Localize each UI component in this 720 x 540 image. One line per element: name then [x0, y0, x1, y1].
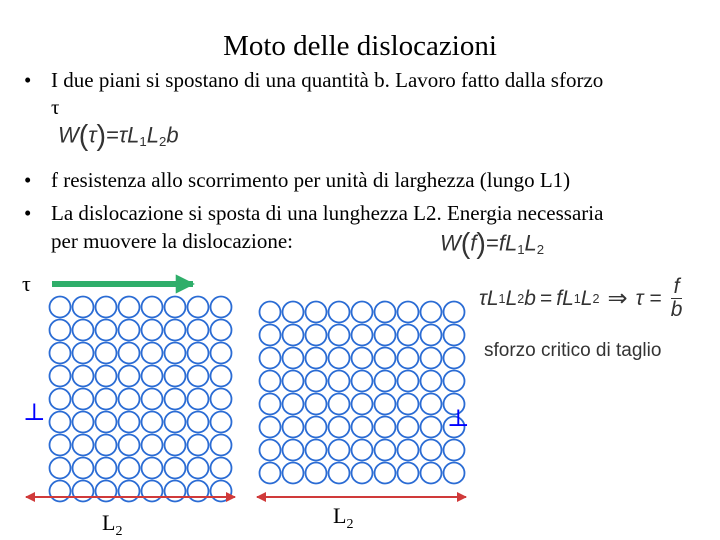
crit-l4: L [580, 286, 593, 310]
atom-circle [260, 463, 281, 484]
atom-circle [119, 343, 140, 364]
formula-eq2: = [485, 230, 499, 256]
atom-circle [188, 412, 209, 433]
atom-circle [96, 366, 117, 387]
formula-l1-sub: 1 [139, 134, 147, 150]
atom-circle [375, 325, 396, 346]
atom-circle [421, 440, 442, 461]
atom-circle [444, 302, 465, 323]
atom-circle [96, 320, 117, 341]
atom-circle [375, 348, 396, 369]
atom-circle [165, 297, 186, 318]
crit-b: b [524, 286, 536, 310]
atom-circle [329, 440, 350, 461]
crit-l3-sub: 1 [573, 291, 581, 306]
atom-circle [50, 435, 71, 456]
atom-circle [211, 458, 232, 479]
atom-circle [421, 348, 442, 369]
atom-circle [329, 302, 350, 323]
atom-circle [283, 417, 304, 438]
atom-circle [283, 394, 304, 415]
atom-circle [211, 343, 232, 364]
atom-circle [421, 394, 442, 415]
length-label-left-sub: 2 [115, 524, 123, 539]
atom-circle [398, 394, 419, 415]
atom-circle [329, 348, 350, 369]
formula-l1: L [127, 122, 140, 148]
crit-tau: τ [479, 286, 487, 310]
atom-circle [211, 366, 232, 387]
length-label-left-main: L [102, 510, 116, 535]
atom-circle [188, 366, 209, 387]
atom-circle [421, 463, 442, 484]
atom-circle [398, 463, 419, 484]
crit-l1-sub: 1 [498, 291, 506, 306]
atom-circle [211, 412, 232, 433]
atom-circle [142, 343, 163, 364]
formula-l2b: L [524, 230, 537, 256]
atom-circle [329, 371, 350, 392]
atom-circle [50, 458, 71, 479]
atom-circle [142, 412, 163, 433]
atom-circle [50, 389, 71, 410]
atom-circle [165, 458, 186, 479]
atom-circle [165, 481, 186, 502]
formula-w: W [58, 122, 79, 148]
atom-circle [398, 417, 419, 438]
atom-circle [96, 481, 117, 502]
atom-circle [211, 389, 232, 410]
atom-circle [50, 366, 71, 387]
atom-circle [165, 343, 186, 364]
crit-l1: L [486, 286, 499, 310]
atom-circle [96, 458, 117, 479]
atom-circle [142, 481, 163, 502]
atom-circle [73, 481, 94, 502]
atom-circle [306, 348, 327, 369]
atom-circle [352, 463, 373, 484]
formula-f-arg: f [470, 230, 477, 256]
atom-circle [352, 325, 373, 346]
atom-circle [188, 343, 209, 364]
tau-label: τ [22, 271, 31, 296]
atom-circle [119, 366, 140, 387]
atom-circle [329, 417, 350, 438]
crit-l4-sub: 2 [592, 291, 600, 306]
atom-circle [73, 458, 94, 479]
page-title: Moto delle dislocazioni [223, 30, 497, 62]
formula-l1b-sub: 1 [517, 242, 525, 258]
atom-circle [260, 440, 281, 461]
atom-circle [306, 417, 327, 438]
atom-circle [444, 463, 465, 484]
length-label-right-main: L [333, 503, 347, 528]
atom-circle [142, 458, 163, 479]
crit-tau2: τ [635, 286, 644, 310]
atom-circle [119, 297, 140, 318]
atom-circle [211, 481, 232, 502]
dislocation-symbol-left: ⊥ [23, 400, 46, 426]
atom-circle [306, 463, 327, 484]
bullet-1-line-2: τ [51, 95, 60, 119]
crit-eq: = [539, 286, 553, 310]
atom-circle [375, 417, 396, 438]
atom-circle [352, 394, 373, 415]
dislocation-symbol-right: ⊥ [447, 406, 470, 432]
atom-circle [96, 389, 117, 410]
bullet-3-line-2: per muovere la dislocazione: [51, 229, 293, 253]
formula-work-tau: $W(\tau)=\tau L_1L_2b$ [58, 120, 179, 152]
atom-circle [142, 389, 163, 410]
crit-implies: ⇒ [607, 285, 628, 313]
formula-l1b: L [504, 230, 518, 256]
atom-circle [283, 302, 304, 323]
critical-stress-label: sforzo critico di taglio [484, 340, 662, 361]
crit-f: f [556, 286, 563, 310]
atom-circle [96, 412, 117, 433]
atom-circle [421, 371, 442, 392]
atom-circle [260, 325, 281, 346]
length-label-right [333, 503, 353, 532]
atom-circle [283, 463, 304, 484]
atom-circle [398, 440, 419, 461]
atom-circle [50, 343, 71, 364]
atom-circle [398, 302, 419, 323]
atom-circle [306, 394, 327, 415]
atom-circle [398, 325, 419, 346]
formula-l2b-sub: 2 [536, 242, 545, 258]
bullet-marker-3: • [24, 201, 32, 225]
atom-circle [444, 348, 465, 369]
atom-circle [142, 297, 163, 318]
atom-circle [73, 343, 94, 364]
atom-circle [50, 320, 71, 341]
atom-circle [142, 435, 163, 456]
atom-circle [142, 366, 163, 387]
atom-circle [188, 435, 209, 456]
formula-f: f [498, 230, 505, 256]
atom-circle [283, 371, 304, 392]
crit-fraction-num: f [671, 276, 683, 299]
atom-circle [329, 394, 350, 415]
atom-circle [329, 463, 350, 484]
atom-circle [211, 320, 232, 341]
atom-circle [375, 371, 396, 392]
atom-circle [421, 417, 442, 438]
atom-circle [188, 297, 209, 318]
formula-l2-sub: 2 [159, 134, 167, 150]
formula-eq: = [106, 122, 119, 148]
atom-circle [352, 302, 373, 323]
formula-w2: W [440, 230, 461, 256]
atom-circle [73, 435, 94, 456]
atom-circle [119, 412, 140, 433]
atom-circle [283, 440, 304, 461]
crit-l2: L [505, 286, 518, 310]
atom-circle [306, 302, 327, 323]
atom-circle [211, 297, 232, 318]
atom-circle [96, 343, 117, 364]
bullet-marker-2: • [24, 168, 32, 192]
atom-circle [283, 348, 304, 369]
atom-circle [73, 412, 94, 433]
atom-circle [96, 297, 117, 318]
atom-circle [352, 371, 373, 392]
atom-circle [119, 458, 140, 479]
atom-circle [73, 366, 94, 387]
atom-circle [165, 389, 186, 410]
atom-circle [260, 394, 281, 415]
atom-circle [421, 302, 442, 323]
atom-circle [260, 302, 281, 323]
formula-b: b [166, 122, 179, 148]
bullet-3-line-1: La dislocazione si sposta di una lunghezza L2. Energia necessaria [51, 201, 604, 225]
atom-circle [421, 325, 442, 346]
atom-circle [188, 458, 209, 479]
formula-tau: τ [118, 122, 128, 148]
atom-circle [375, 394, 396, 415]
formula-work-f: $W(f)=fL_1L_2$ [440, 228, 545, 260]
atom-circle [398, 371, 419, 392]
crit-l3: L [562, 286, 574, 310]
atom-circle [119, 435, 140, 456]
atom-circle [329, 325, 350, 346]
bullet-2-line-1: f resistenza allo scorrimento per unità di larghezza (lungo L1) [51, 168, 571, 192]
atom-circle [398, 348, 419, 369]
formula-tau-arg: τ [88, 122, 97, 148]
atom-circle [50, 412, 71, 433]
atom-circle [50, 481, 71, 502]
atom-circle [211, 435, 232, 456]
atom-circle [96, 435, 117, 456]
bullet-marker-1: • [24, 68, 32, 92]
atom-circle [165, 412, 186, 433]
atom-circle [165, 320, 186, 341]
lattice-left [50, 297, 232, 502]
atom-circle [142, 320, 163, 341]
atom-circle [73, 297, 94, 318]
atom-circle [306, 440, 327, 461]
lattice-right [260, 302, 465, 484]
atom-circle [73, 320, 94, 341]
atom-circle [260, 348, 281, 369]
atom-circle [73, 389, 94, 410]
atom-circle [444, 440, 465, 461]
atom-circle [306, 325, 327, 346]
atom-circle [188, 320, 209, 341]
atom-circle [188, 389, 209, 410]
atom-circle [352, 417, 373, 438]
atom-circle [119, 320, 140, 341]
atom-circle [352, 440, 373, 461]
atom-circle [375, 463, 396, 484]
atom-circle [165, 435, 186, 456]
atom-circle [375, 302, 396, 323]
atom-circle [260, 371, 281, 392]
length-label-right-sub: 2 [346, 517, 354, 532]
atom-circle [375, 440, 396, 461]
crit-l2-sub: 2 [517, 291, 525, 306]
atom-circle [306, 371, 327, 392]
crit-fraction-den: b [670, 298, 683, 322]
atom-circle [50, 297, 71, 318]
atom-circle [444, 371, 465, 392]
atom-circle [283, 325, 304, 346]
atom-circle [165, 366, 186, 387]
atom-circle [119, 389, 140, 410]
bullet-1-line-1: I due piani si spostano di una quantità b. Lavoro fatto dalla sforzo [51, 68, 604, 92]
atom-circle [444, 325, 465, 346]
atom-circle [119, 481, 140, 502]
atom-circle [260, 417, 281, 438]
crit-eq2: = [649, 286, 662, 310]
formula-l2: L [146, 122, 159, 148]
atom-circle [352, 348, 373, 369]
atom-circle [188, 481, 209, 502]
length-label-left [102, 510, 122, 539]
